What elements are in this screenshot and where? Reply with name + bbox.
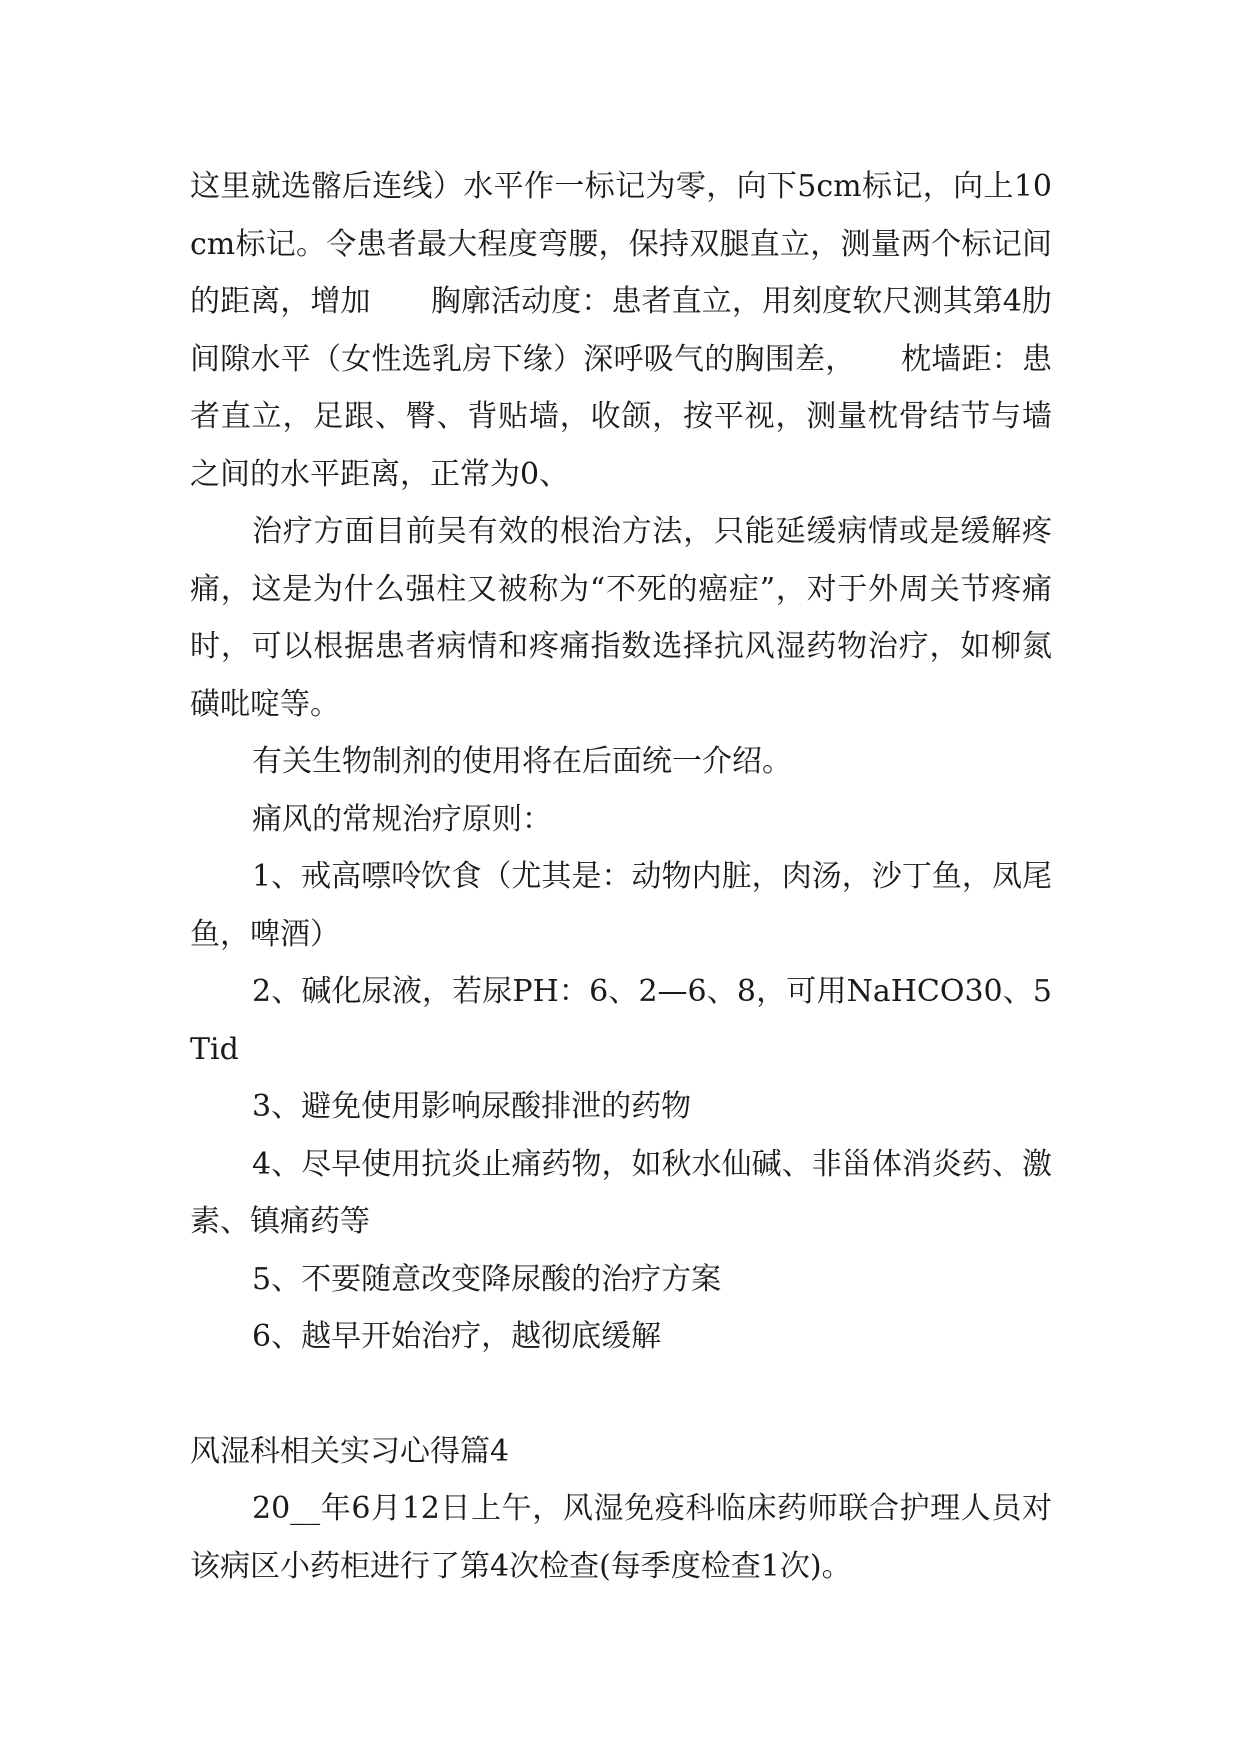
list-item-4: 4、尽早使用抗炎止痛药物，如秋水仙碱、非甾体消炎药、激素、镇痛药等 — [190, 1146, 1052, 1239]
list-item-5: 5、不要随意改变降尿酸的治疗方案 — [252, 1261, 722, 1297]
list-item-2: 2、碱化尿液，若尿PH：6、2—6、8，可用NaHCO30、5Tid — [190, 974, 1052, 1067]
paragraph-treatment: 治疗方面目前吴有效的根治方法，只能延缓病情或是缓解疼痛，这是为什么强柱又被称为“不死的癌症”，对于外周关节疼痛时，可以根据患者病情和疼痛指数选择抗风湿药物治疗，如柳氮磺吡啶等。 — [190, 514, 1052, 722]
list-item-3: 3、避免使用影响尿酸排泄的药物 — [252, 1089, 692, 1124]
section-heading: 风湿科相关实习心得篇4 — [190, 1433, 510, 1469]
document-body — [190, 158, 1052, 1595]
list-item-1: 1、戒高嘌呤饮食（尤其是：动物内脏，肉汤，沙丁鱼，凤尾鱼，啤酒） — [190, 859, 1052, 952]
paragraph-biologics: 有关生物制剂的使用将在后面统一介绍。 — [252, 744, 792, 779]
list-item-6: 6、越早开始治疗，越彻底缓解 — [252, 1319, 662, 1354]
paragraph-measurements: 这里就选髂后连线）水平作一标记为零，向下5cm标记，向上10cm标记。令患者最大程度弯腰，保持双腿直立，测量两个标记间的距离，增加 胸廓活动度：患者直立，用刻度软尺测其第4肋间隙水平（女性选乳房下缘）深呼吸气的胸围差， 枕墙距：患者直立，足跟、臀、背贴墙，收颌，按平视，测量枕骨结节与墙之间的水平距离，正常为0、 — [190, 169, 1052, 492]
paragraph-gout-principles: 痛风的常规治疗原则： — [252, 801, 552, 837]
paragraph-inspection: 20__年6月12日上午，风湿免疫科临床药师联合护理人员对该病区小药柜进行了第4次检查(每季度检查1次)。 — [190, 1491, 1052, 1584]
